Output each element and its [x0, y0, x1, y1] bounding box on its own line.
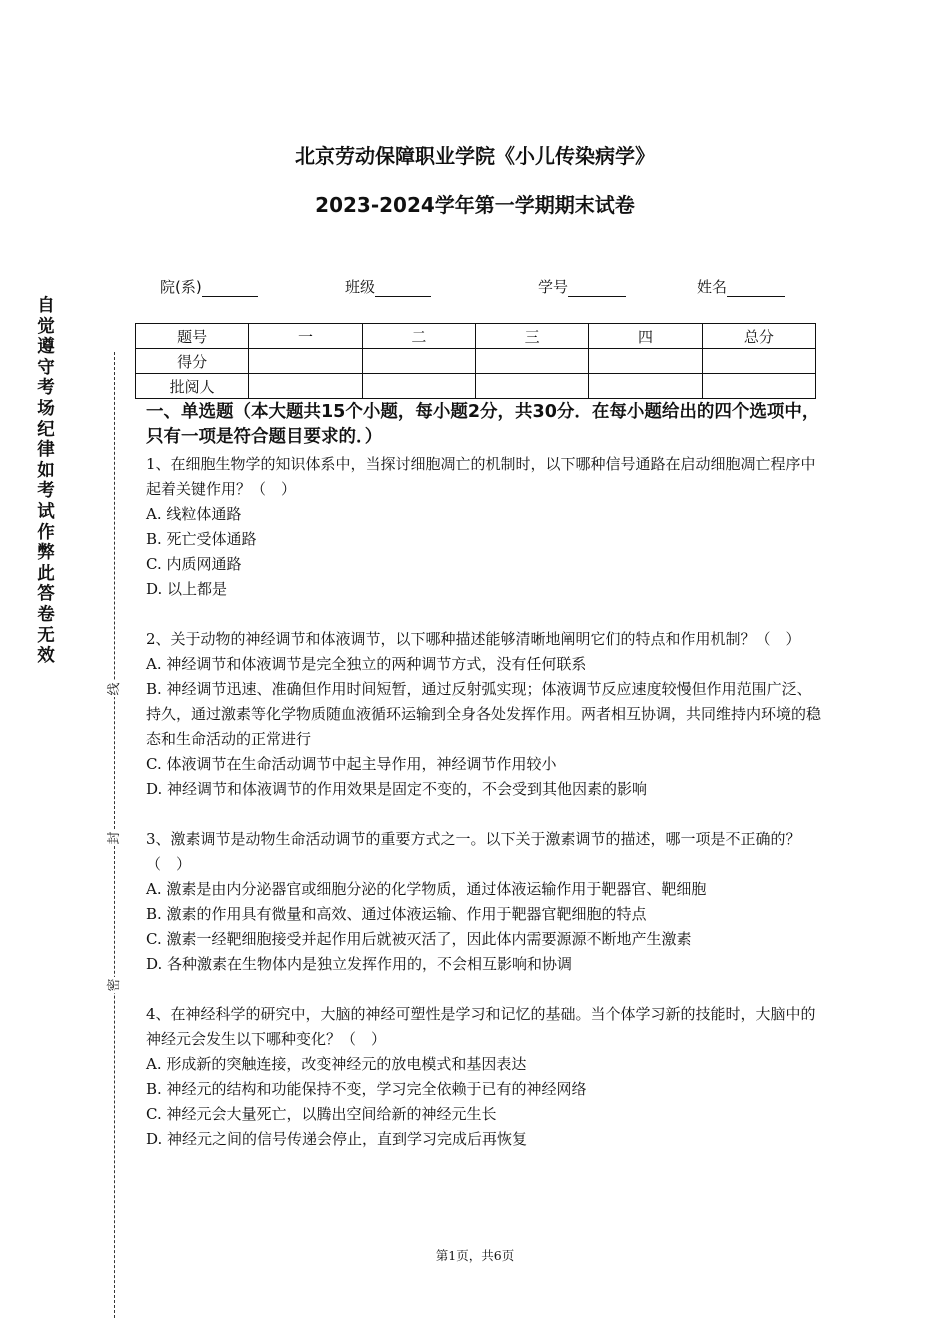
grader-cell[interactable]: [589, 374, 702, 399]
exam-title-line1: 北京劳动保障职业学院《小儿传染病学》: [295, 144, 655, 168]
class-label: 班级: [345, 278, 376, 296]
page-footer: 第1页，共6页: [435, 1248, 515, 1263]
option-c[interactable]: C. 体液调节在生命活动调节中起主导作用，神经调节作用较小: [146, 755, 557, 773]
option-b[interactable]: B. 死亡受体通路: [146, 530, 257, 548]
side-warning-text: 自 觉 遵 守 考 场 纪 律 如 考 试 作 弊 此 答 卷 无 效: [37, 296, 55, 667]
score-cell[interactable]: [589, 349, 702, 374]
name-field[interactable]: [697, 276, 785, 297]
grader-cell[interactable]: [475, 374, 588, 399]
score-header-cell: 总分: [702, 324, 815, 349]
score-header-cell: 三: [475, 324, 588, 349]
score-row-label: 得分: [136, 349, 249, 374]
class-field[interactable]: [345, 276, 431, 297]
question-item: [146, 1002, 826, 1152]
student-id-label: 学号: [538, 278, 569, 296]
option-d[interactable]: D. 神经调节和体液调节的作用效果是固定不变的，不会受到其他因素的影响: [146, 780, 648, 798]
grader-cell[interactable]: [249, 374, 362, 399]
question-item: [146, 627, 826, 802]
score-header-cell: 一: [249, 324, 362, 349]
section-heading: 一、单选题（本大题共15个小题，每小题2分，共30分．在每小题给出的四个选项中，只有一项是符合题目要求的．）: [146, 402, 820, 447]
dept-label: 院(系): [160, 278, 202, 296]
score-table: [135, 323, 816, 399]
exam-title-line2: 2023-2024学年第一学期期末试卷: [315, 193, 635, 217]
grader-cell[interactable]: [362, 374, 475, 399]
option-b[interactable]: B. 神经元的结构和功能保持不变，学习完全依赖于已有的神经网络: [146, 1080, 587, 1098]
binding-label-seal: 封: [107, 831, 122, 845]
score-cell[interactable]: [475, 349, 588, 374]
option-a[interactable]: A. 激素是由内分泌器官或细胞分泌的化学物质，通过体液运输作用于靶器官、靶细胞: [146, 880, 707, 898]
student-info-row: [0, 276, 950, 298]
question-stem: 2、关于动物的神经调节和体液调节，以下哪种描述能够清晰地阐明它们的特点和作用机制？（ ）: [146, 630, 801, 648]
grader-row-label: 批阅人: [136, 374, 249, 399]
option-c[interactable]: C. 激素一经靶细胞接受并起作用后就被灭活了，因此体内需要源源不断地产生激素: [146, 930, 692, 948]
option-b[interactable]: B. 激素的作用具有微量和高效、通过体液运输、作用于靶器官靶细胞的特点: [146, 905, 647, 923]
dept-field[interactable]: [160, 276, 258, 297]
binding-label-secret: 密: [107, 978, 122, 992]
name-label: 姓名: [697, 278, 728, 296]
score-header-cell: 二: [362, 324, 475, 349]
questions-list: [146, 452, 826, 1177]
option-c[interactable]: C. 神经元会大量死亡，以腾出空间给新的神经元生长: [146, 1105, 497, 1123]
grader-cell[interactable]: [702, 374, 815, 399]
option-c[interactable]: C. 内质网通路: [146, 555, 242, 573]
option-d[interactable]: D. 各种激素在生物体内是独立发挥作用的，不会相互影响和协调: [146, 955, 573, 973]
student-id-field[interactable]: [538, 276, 626, 297]
name-blank[interactable]: [727, 280, 785, 297]
dept-blank[interactable]: [202, 280, 258, 297]
score-row: [136, 349, 816, 374]
question-stem: 3、激素调节是动物生命活动调节的重要方式之一。以下关于激素调节的描述，哪一项是不正确的？（ ）: [146, 830, 801, 873]
option-a[interactable]: A. 线粒体通路: [146, 505, 242, 523]
option-d[interactable]: D. 以上都是: [146, 580, 228, 598]
score-cell[interactable]: [702, 349, 815, 374]
question-item: [146, 827, 826, 977]
option-d[interactable]: D. 神经元之间的信号传递会停止，直到学习完成后再恢复: [146, 1130, 528, 1148]
class-blank[interactable]: [375, 280, 431, 297]
grader-row: [136, 374, 816, 399]
score-header-cell: 题号: [136, 324, 249, 349]
student-id-blank[interactable]: [568, 280, 626, 297]
option-b[interactable]: B. 神经调节迅速、准确但作用时间短暂，通过反射弧实现；体液调节反应速度较慢但作用范围广泛、持久，通过激素等化学物质随血液循环运输到全身各处发挥作用。两者相互协调，共同维持内环境的稳态和生命活动的正常进行: [146, 680, 822, 748]
question-stem: 1、在细胞生物学的知识体系中，当探讨细胞凋亡的机制时，以下哪种信号通路在启动细胞凋亡程序中起着关键作用？（ ）: [146, 455, 816, 498]
option-a[interactable]: A. 神经调节和体液调节是完全独立的两种调节方式，没有任何联系: [146, 655, 587, 673]
option-a[interactable]: A. 形成新的突触连接，改变神经元的放电模式和基因表达: [146, 1055, 527, 1073]
score-header-cell: 四: [589, 324, 702, 349]
score-cell[interactable]: [362, 349, 475, 374]
question-stem: 4、在神经科学的研究中，大脑的神经可塑性是学习和记忆的基础。当个体学习新的技能时，大脑中的神经元会发生以下哪种变化？（ ）: [146, 1005, 816, 1048]
question-item: [146, 452, 826, 602]
binding-label-line: 线: [107, 682, 122, 696]
score-cell[interactable]: [249, 349, 362, 374]
score-table-header-row: [136, 324, 816, 349]
